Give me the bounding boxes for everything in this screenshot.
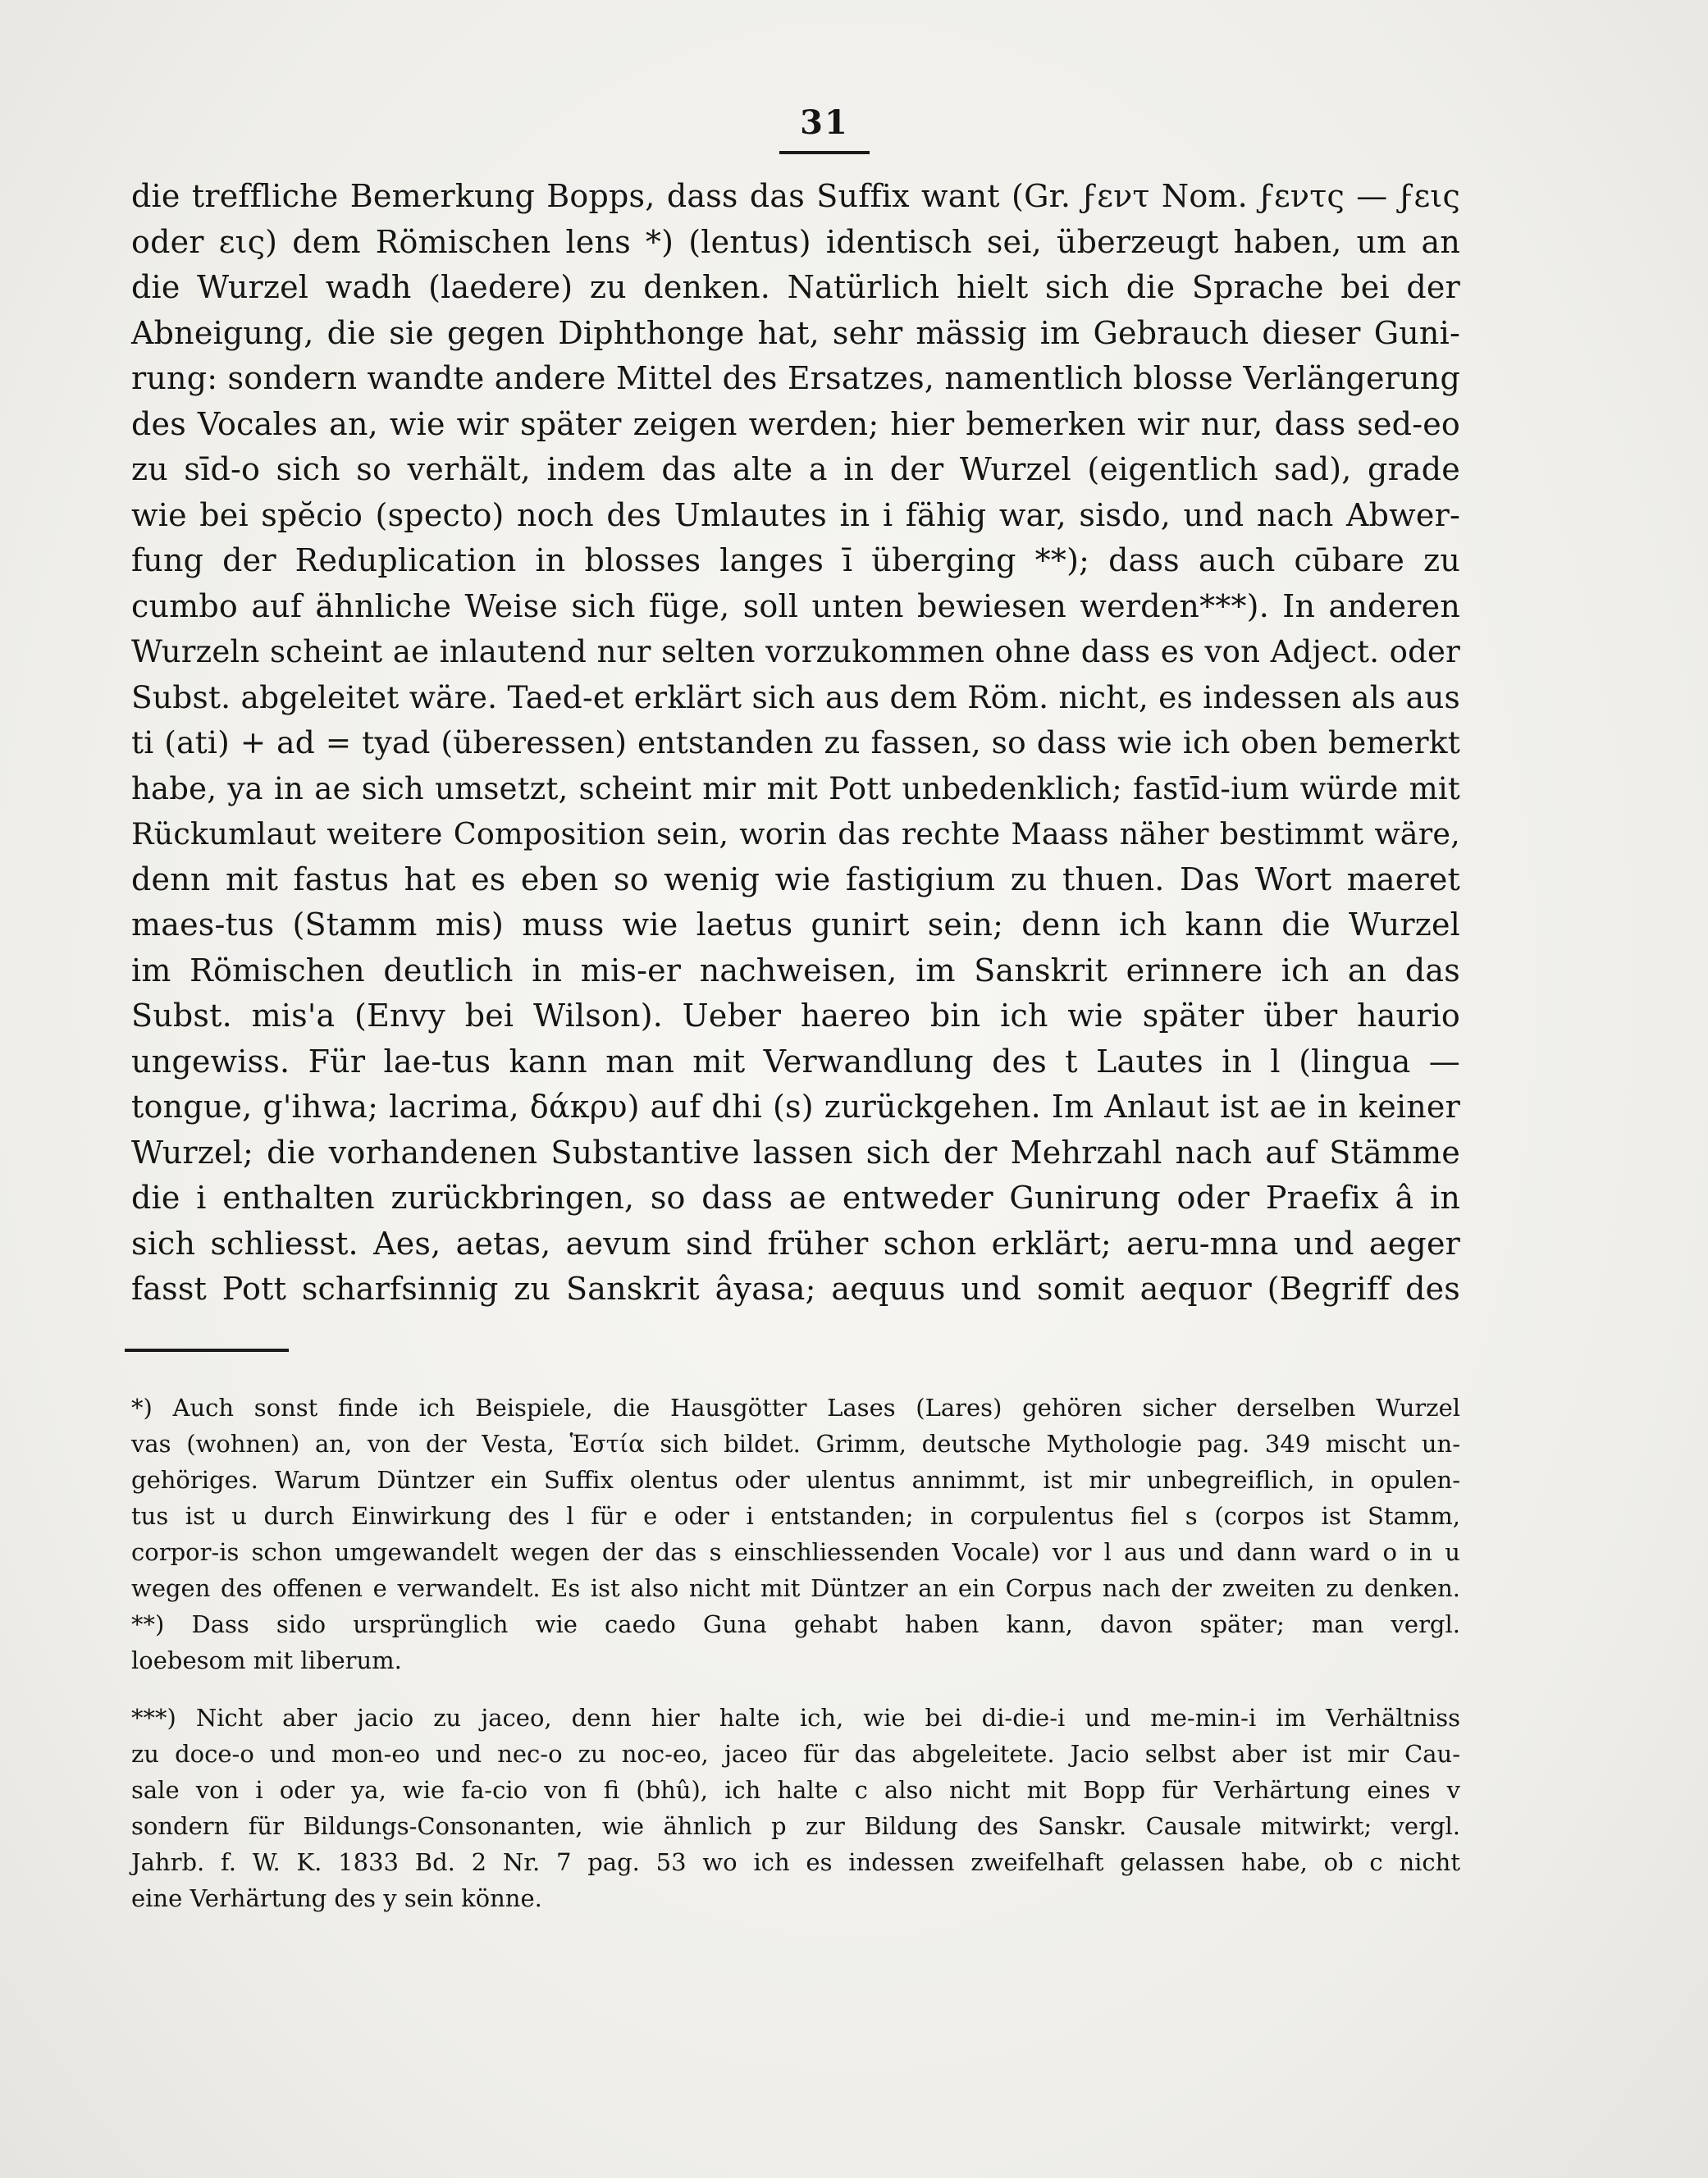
body-line: des Vocales an, wie wir später zeigen werden; hier bemerken wir nur, dass sed-eo [131, 405, 1460, 442]
footnote-line: zu doce-o und mon-eo und nec-o zu noc-eo, jaceo für das abgeleitete. Jacio selbst aber ist mir Cau- [131, 1740, 1460, 1768]
footnote-line: tus ist u durch Einwirkung des l für e oder i entstanden; in corpulentus fiel s (corpos ist Stamm, [131, 1502, 1460, 1530]
footnote-line: Jahrb. f. W. K. 1833 Bd. 2 Nr. 7 pag. 53 wo ich es indessen zweifelhaft gelassen habe, ob c nicht [131, 1848, 1460, 1876]
footnotes [131, 1390, 1460, 1916]
body-line: maes-tus (Stamm mis) muss wie laetus gunirt sein; denn ich kann die Wurzel [131, 906, 1460, 943]
footnote-line: **) Dass sido ursprünglich wie caedo Guna gehabt haben kann, davon später; man vergl. [131, 1610, 1460, 1638]
body-line: cumbo auf ähnliche Weise sich füge, soll unten bewiesen werden***). In anderen [131, 587, 1460, 624]
body-line: wie bei spĕcio (specto) noch des Umlautes in i fähig war, sisdo, und nach Abwer- [131, 496, 1460, 533]
page-number: 31 [800, 103, 849, 142]
footnote-line: sale von i oder ya, wie fa-cio von fi (bhû), ich halte c also nicht mit Bopp für Verhärtung eines v [131, 1776, 1460, 1804]
footnote-gap [131, 1678, 1460, 1700]
body-line: denn mit fastus hat es eben so wenig wie fastigium zu thuen. Das Wort maeret [131, 861, 1460, 897]
footnote-line: corpor-is schon umgewandelt wegen der das s einschliessenden Vocale) vor l aus und dann ward o in u [131, 1538, 1460, 1566]
main-text [131, 174, 1460, 1313]
body-line: tongue, g'ihwa; lacrima, δάκρυ) auf dhi (s) zurückgehen. Im Anlaut ist ae in keiner [131, 1089, 1460, 1125]
footnote-line: wegen des offenen e verwandelt. Es ist also nicht mit Düntzer an ein Corpus nach der zweiten zu denken. [131, 1574, 1460, 1602]
body-line: Wurzel; die vorhandenen Substantive lassen sich der Mehrzahl nach auf Stämme [131, 1134, 1460, 1171]
body-line: zu sīd-o sich so verhält, indem das alte a in der Wurzel (eigentlich sad), grade [131, 451, 1460, 487]
footnote-line: ***) Nicht aber jacio zu jaceo, denn hier halte ich, wie bei di-die-i und me-min-i im Verhältniss [131, 1704, 1460, 1732]
body-line: die Wurzel wadh (laedere) zu denken. Natürlich hielt sich die Sprache bei der [131, 269, 1460, 305]
body-line: fung der Reduplication in blosses langes ī überging **); dass auch cūbare zu [131, 542, 1460, 578]
footnote-line: sondern für Bildungs-Consonanten, wie ähnlich p zur Bildung des Sanskr. Causale mitwirkt; vergl. [131, 1812, 1460, 1840]
body-line: sich schliesst. Aes, aetas, aevum sind früher schon erklärt; aeru-mna und aeger [131, 1225, 1460, 1262]
page-number-rule [779, 151, 870, 154]
footnote-line: eine Verhärtung des y sein könne. [131, 1884, 542, 1912]
body-line: oder εις) dem Römischen lens *) (lentus) identisch sei, überzeugt haben, um an [131, 223, 1460, 260]
body-line: im Römischen deutlich in mis-er nachweisen, im Sanskrit erinnere ich an das [131, 952, 1460, 989]
footnote-line: *) Auch sonst finde ich Beispiele, die Hausgötter Lases (Lares) gehören sicher derselben Wurzel [131, 1394, 1460, 1422]
body-line: die treffliche Bemerkung Bopps, dass das Suffix want (Gr. ϝεντ Nom. ϝεντς — ϝεις [131, 178, 1460, 214]
body-line: Wurzeln scheint ae inlautend nur selten vorzukommen ohne dass es von Adject. oder [131, 634, 1460, 669]
body-line: habe, ya in ae sich umsetzt, scheint mir mit Pott unbedenklich; fastīd-ium würde mit [131, 770, 1460, 806]
body-line: Subst. mis'a (Envy bei Wilson). Ueber haereo bin ich wie später über haurio [131, 998, 1460, 1034]
body-line: ungewiss. Für lae-tus kann man mit Verwandlung des t Lautes in l (lingua — [131, 1043, 1460, 1080]
body-line: ti (ati) + ad = tyad (überessen) entstanden zu fassen, so dass wie ich oben bemerkt [131, 724, 1460, 760]
body-line: Subst. abgeleitet wäre. Taed-et erklärt sich aus dem Röm. nicht, es indessen als aus [131, 678, 1460, 715]
footnote-line: loebesom mit liberum. [131, 1646, 402, 1674]
footnote-line: gehöriges. Warum Düntzer ein Suffix olentus oder ulentus annimmt, ist mir unbegreiflich, in opulen- [131, 1466, 1460, 1494]
footnote-line: vas (wohnen) an, von der Vesta, Ἑστία sich bildet. Grimm, deutsche Mythologie pag. 349 mischt un- [131, 1430, 1460, 1458]
body-line: rung: sondern wandte andere Mittel des Ersatzes, namentlich blosse Verlängerung [131, 360, 1460, 396]
body-line: fasst Pott scharfsinnig zu Sanskrit âyasa; aequus und somit aequor (Begriff des [131, 1271, 1460, 1307]
body-line: Rückumlaut weitere Composition sein, worin das rechte Maass näher bestimmt wäre, [131, 816, 1460, 852]
footnote-separator [125, 1349, 289, 1352]
body-line: die i enthalten zurückbringen, so dass ae entweder Gunirung oder Praefix â in [131, 1180, 1460, 1216]
body-line: Abneigung, die sie gegen Diphthonge hat, sehr mässig im Gebrauch dieser Guni- [131, 314, 1460, 351]
